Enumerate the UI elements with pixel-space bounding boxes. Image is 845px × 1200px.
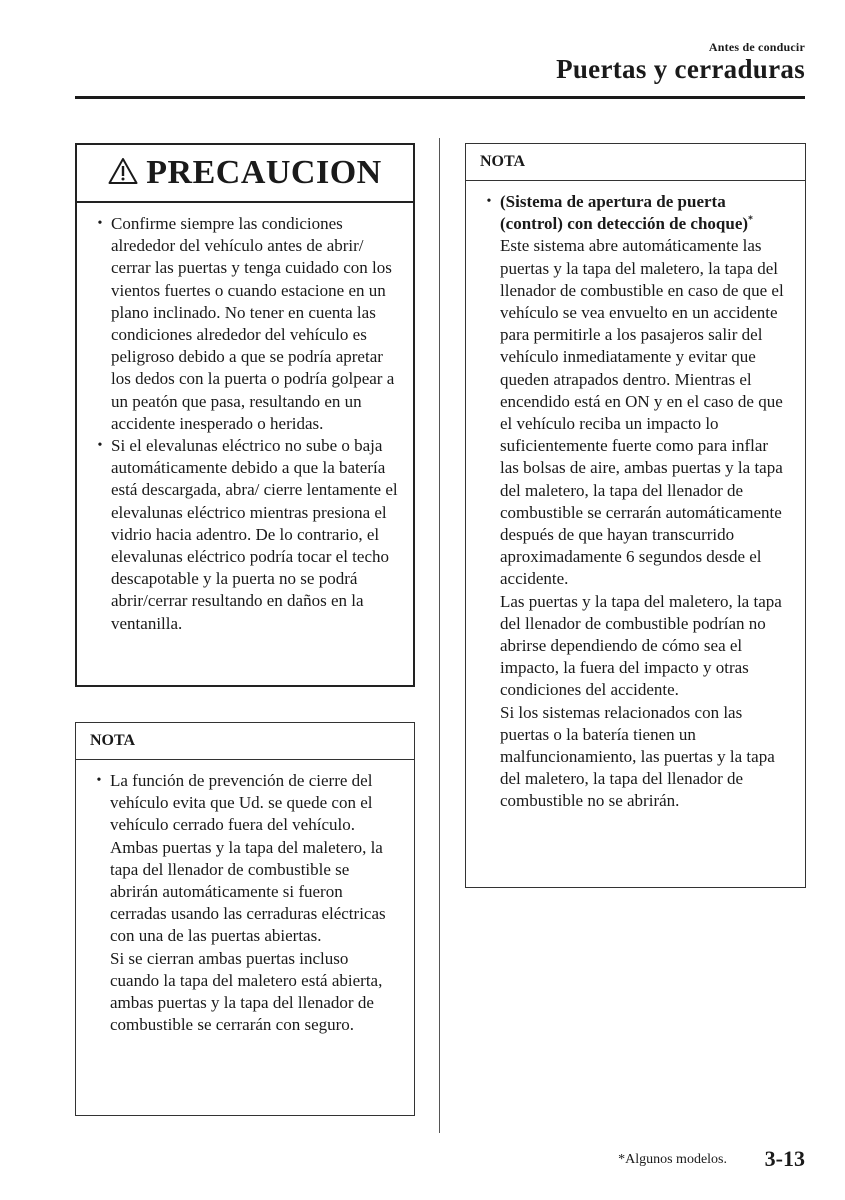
- note-paragraph: Si los sistemas relacionados con las puertas o la batería tienen un malfuncionamiento, las puertas y la tapa del maletero, la tapa del llenador de combustible no se abrirán.: [500, 702, 775, 811]
- bullet: •: [97, 216, 103, 231]
- caution-item-text: Si el elevalunas eléctrico no sube o baja automáticamente debido a que la batería está descargada, abra/ cierre lentamente el elevalunas eléctrico mientras presiona el vidrio hacia adentro. De lo contrario, el elevalunas eléctrico podría tocar el techo descapotable y la puerta no se podrá abrir/cerrar resultando en daños en la ventanilla.: [111, 436, 398, 633]
- caution-box: [75, 143, 415, 687]
- note-paragraph: Si se cierran ambas puertas incluso cuando la tapa del maletero está abierta, ambas puertas y la tapa del llenador de combustible se cerrarán con seguro.: [110, 948, 383, 1035]
- note-box-left: [75, 722, 415, 1116]
- list-item: [478, 191, 791, 813]
- list-item: [89, 213, 399, 435]
- note-body: [466, 181, 805, 821]
- note-paragraph: Este sistema abre automáticamente las puertas y la tapa del maletero, la tapa del llenador de combustible en caso de que el vehículo se vea envuelto en un accidente para permitirle a los pasajeros salir del vehículo inmediatamente y evitar que queden atrapados dentro. Mientras el encendido está en ON y en el caso de que el vehículo reciba un impacto lo suficientemente fuerte como para inflar las bolsas de aire, ambas puertas y la tapa del maletero, la tapa del llenador de combustible se cerrarán automáticamente después de que hayan transcurrido aproximadamente 6 segundos desde el accidente.: [500, 236, 784, 589]
- note-header: [76, 723, 414, 760]
- note-box-right: [465, 143, 806, 888]
- note-body: [76, 760, 414, 1044]
- bullet: •: [486, 194, 492, 209]
- note-item-text: [500, 191, 791, 813]
- bullet: •: [97, 438, 103, 454]
- bullet: •: [96, 773, 102, 788]
- footnote-mark: *: [748, 214, 754, 226]
- page-number: 3-13: [764, 1146, 805, 1171]
- note-paragraph: La función de prevención de cierre del vehículo evita que Ud. se quede con el vehículo cerrado fuera del vehículo.: [110, 771, 373, 835]
- caution-header: [77, 145, 413, 203]
- page-title: Puertas y cerraduras: [556, 54, 805, 84]
- footnote: *Algunos modelos.: [618, 1152, 727, 1167]
- caution-body: [77, 203, 413, 643]
- list-item: [89, 435, 399, 635]
- note-heading-text: (Sistema de apertura de puerta (control) con detección de choque): [500, 192, 749, 234]
- header-rule: [75, 96, 805, 99]
- list-item: [88, 770, 400, 1036]
- note-title: NOTA: [480, 153, 526, 170]
- note-header: [466, 144, 805, 181]
- note-heading: [500, 191, 791, 235]
- note-paragraph: Las puertas y la tapa del maletero, la tapa del llenador de combustible podrían no abrirse dependiendo de cómo sea el impacto, la fuera del impacto y otras condiciones del accidente.: [500, 591, 782, 700]
- note-item-text: [110, 770, 400, 1036]
- note-paragraph: Ambas puertas y la tapa del maletero, la tapa del llenador de combustible se abrirán automáticamente si fueron cerradas usando las cerraduras eléctricas con una de las puertas abiertas.: [110, 837, 386, 946]
- note-title: NOTA: [90, 732, 136, 749]
- column-divider: [439, 138, 440, 1133]
- warning-triangle-icon: [108, 157, 138, 190]
- caution-item-text: Confirme siempre las condiciones alrededor del vehículo antes de abrir/ cerrar las puertas y tenga cuidado con los vientos fuertes o cuando estacione en un plano inclinado. No tener en cuenta las condiciones alrededor del vehículo es peligroso debido a que se podría apretar los dedos con la puerta o podría golpear a un peatón que pasa, resultando en un accidente inesperado o heridas.: [111, 214, 395, 433]
- caution-title: PRECAUCION: [146, 154, 382, 191]
- section-label: Antes de conducir: [708, 40, 805, 54]
